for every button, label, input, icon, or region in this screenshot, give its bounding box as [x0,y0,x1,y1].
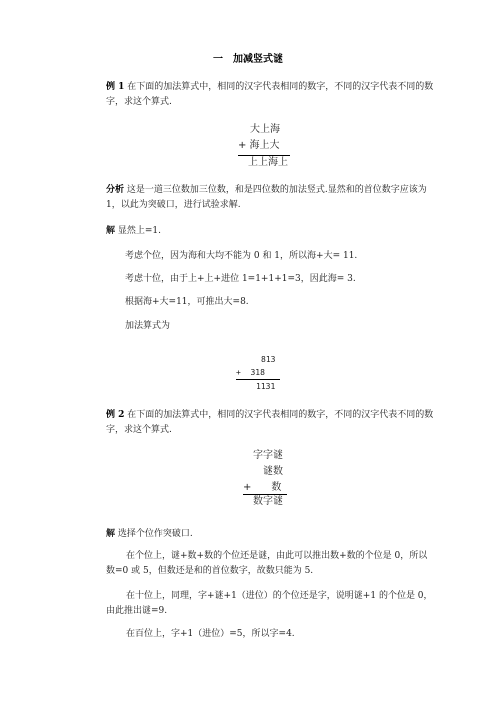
analysis-text: 这是一道三位数加三位数，和是四位数的加法竖式.显然和的首位数字应该为 1，以此为突破口，进行试验求解. [106,185,427,210]
example-2-text: 在下面的加法算式中，相同的汉字代表相同的数字，不同的汉字代表不同的数字，求这个算式. [106,410,434,435]
example-1 [106,80,436,110]
solution-1-line-2: 考虑个位，因为海和大均不能为 0 和 1，所以海+大= 11. [125,251,358,261]
analysis [106,183,436,213]
solution-1-line-3: 考虑十位，由于上+上+进位 1=1+1+1=3，因此海= 3. [125,274,356,284]
answer-1-sum-line [236,379,280,380]
solution-2-paragraph-2: 在十位上，同理，字+谜+1（进位）的个位还是字，说明谜+1 的个位是 0，由此推出谜=9. [106,591,433,616]
page-title: 一 加减竖式谜 [213,54,283,65]
solution-2-line-1: 选择个位作突破口. [117,529,193,539]
solution-2-label: 解 [106,529,116,539]
solution-1-line-4: 根据海+大=11，可推出大=8. [125,297,249,307]
solution-2-first-line [106,528,193,540]
puzzle-1-row-1: 大上海 [250,124,280,135]
analysis-label: 分析 [106,185,125,195]
solution-2-paragraph-3: 在百位上，字+1（进位）=5，所以字=4. [126,629,295,639]
example-1-text: 在下面的加法算式中，相同的汉字代表相同的数字，不同的汉字代表不同的数字，求这个算式. [106,82,434,107]
solution-1-line-5: 加法算式为 [125,321,171,331]
solution-1-line-1: 显然上=1. [117,226,162,236]
example-1-label: 例 1 [106,82,125,92]
solution-1-first-line [106,225,161,237]
puzzle-1-row-2: + 海上大 [238,140,280,151]
answer-1-row-3: 1131 [256,382,276,391]
example-2 [106,408,436,438]
answer-1-row-1: 813 [261,355,276,364]
puzzle-2-row-2: 谜数 [263,466,283,477]
solution-1-label: 解 [106,226,116,236]
puzzle-2-row-1: 字字谜 [253,450,283,461]
answer-1-row-2: + 318 [236,368,265,377]
puzzle-2-row-4: 数字谜 [253,496,283,507]
puzzle-2-row-3: + 数 [243,482,282,493]
puzzle-1-row-3: 上上海上 [248,157,288,168]
example-2-label: 例 2 [106,410,125,420]
solution-2-paragraph-1: 在个位上，谜+数+数的个位还是谜，由此可以推出数+数的个位是 0，所以数=0 或 5，但数还是和的首位数字，故数只能为 5. [106,551,428,576]
